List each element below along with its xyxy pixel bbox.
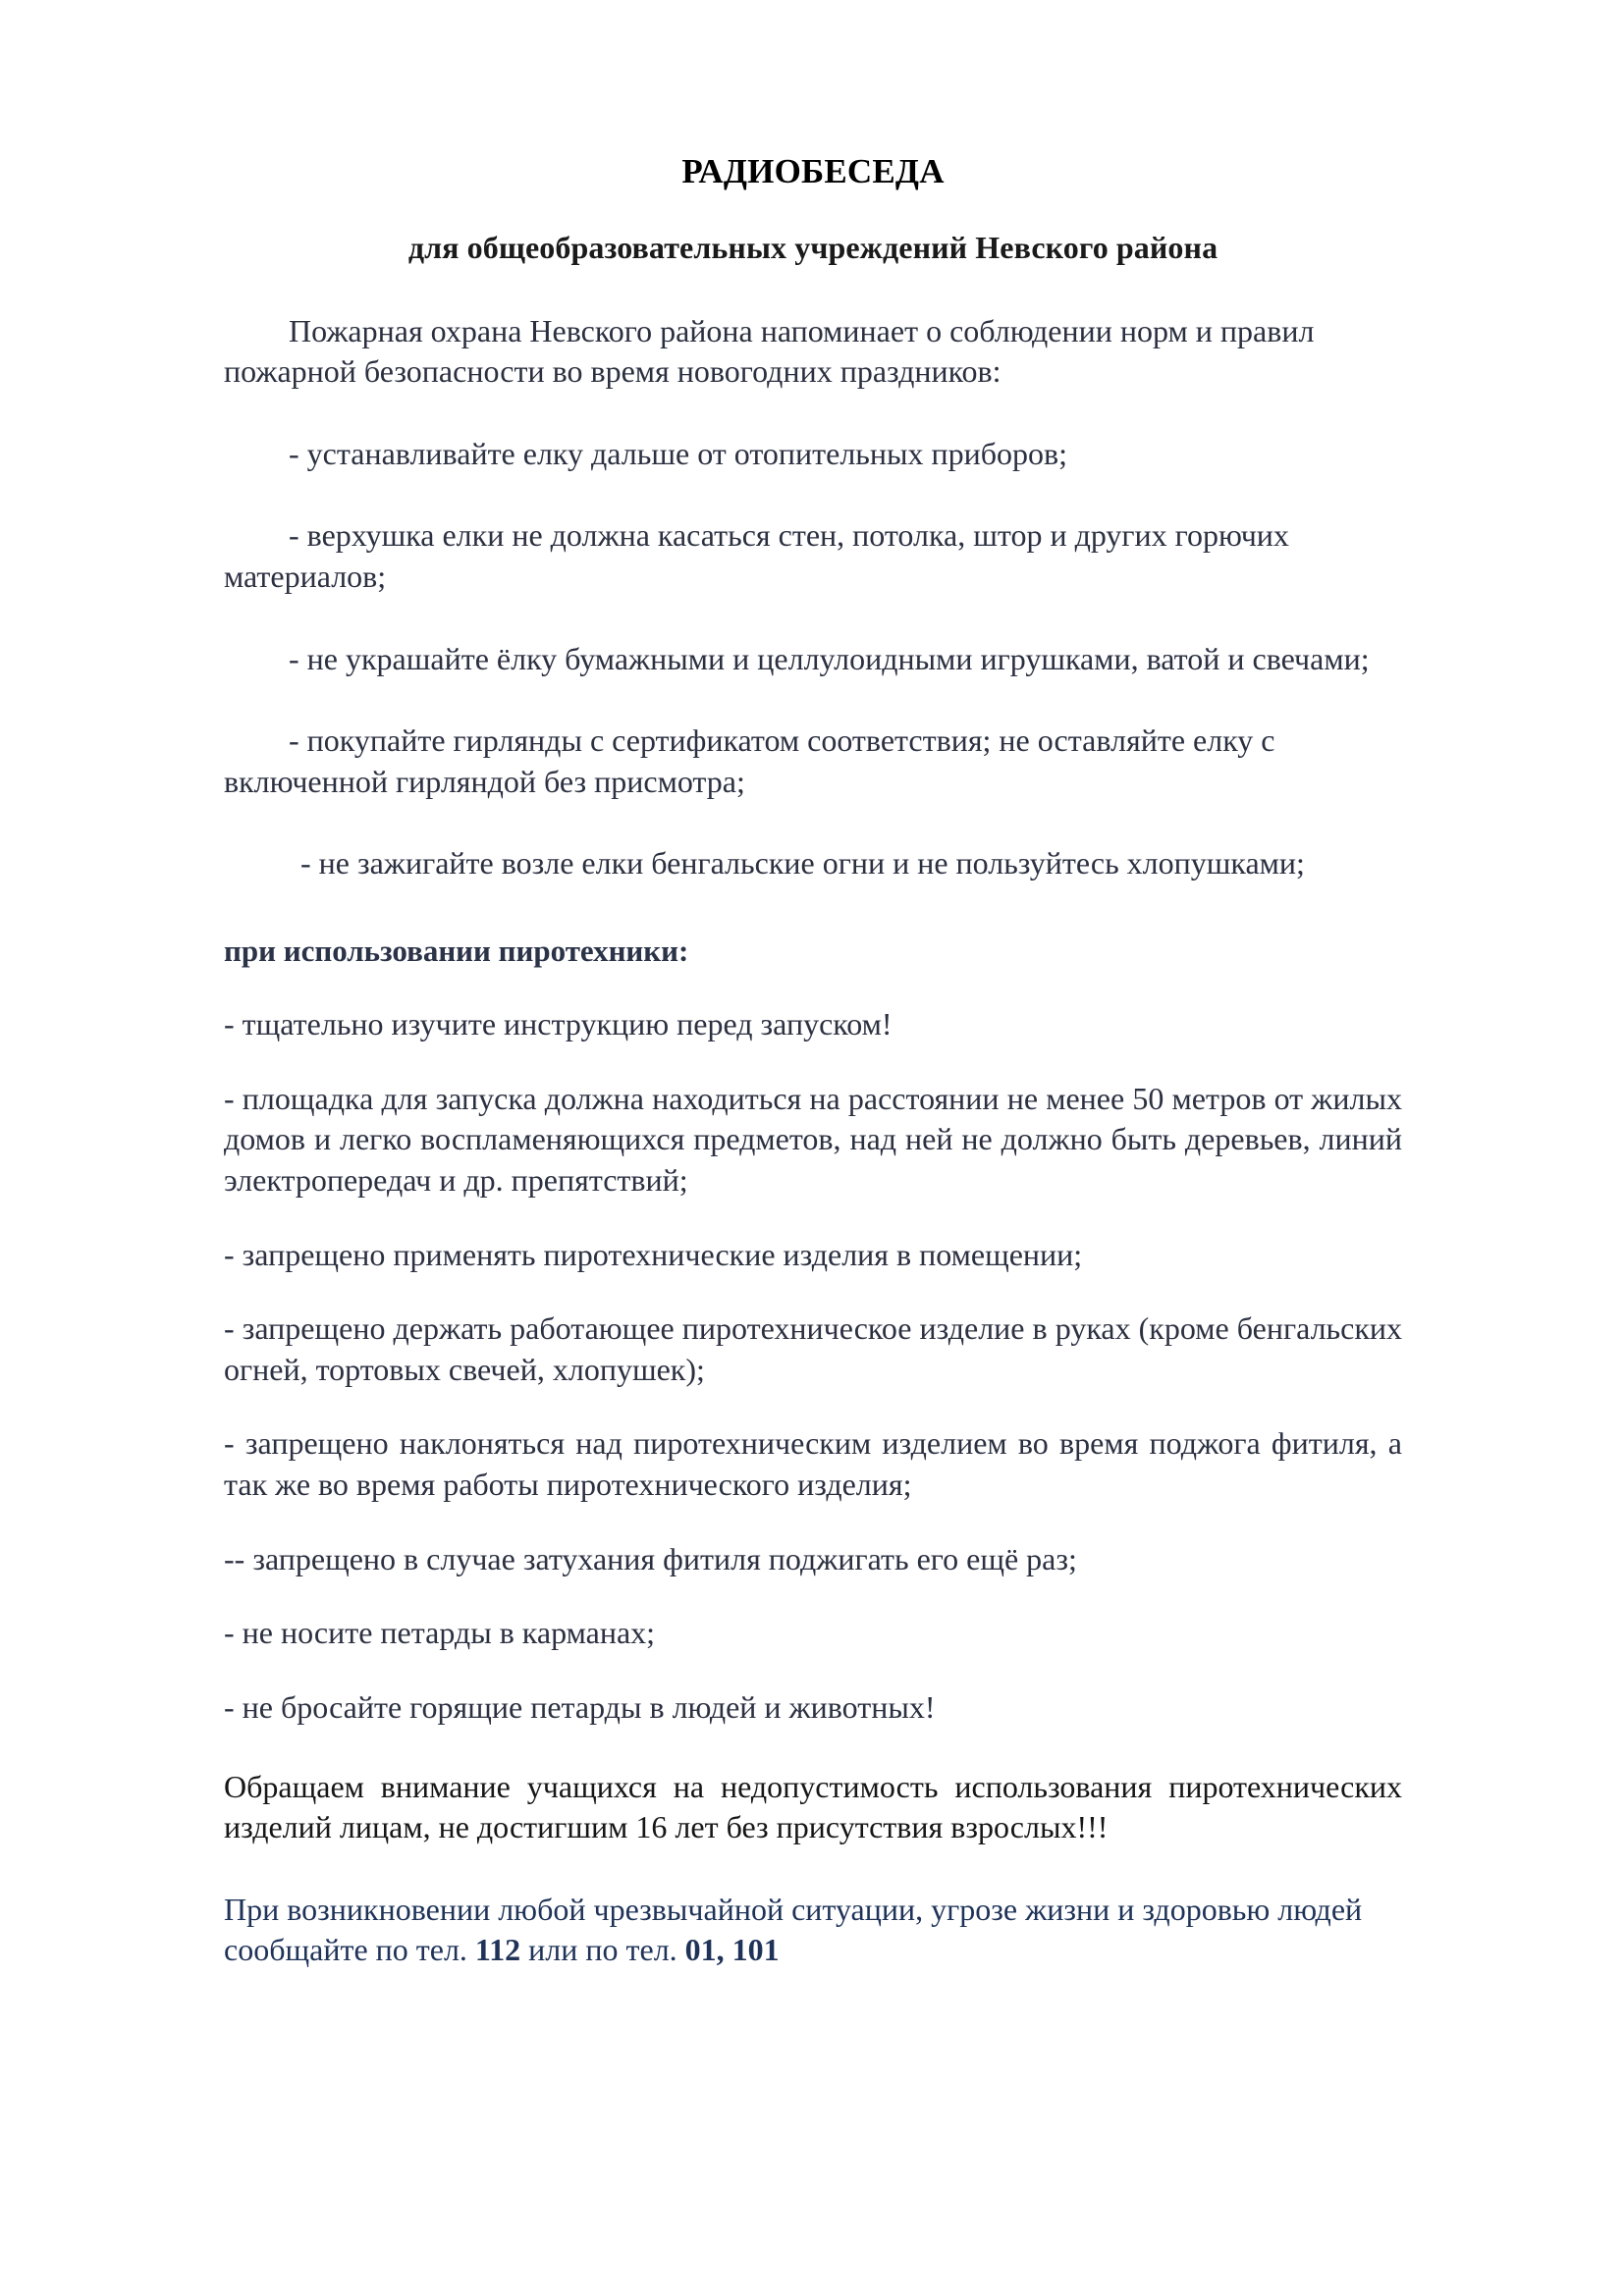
pyro-rule-item: - не бросайте горящие петарды в людей и животных! xyxy=(224,1688,936,1725)
emergency-phone-secondary: 01, 101 xyxy=(684,1931,780,1967)
pyro-rule-item: - запрещено применять пиротехнические изделия в помещении; xyxy=(224,1236,1083,1272)
emergency-phone-primary: 112 xyxy=(474,1931,521,1967)
pyro-rule-item: - тщательно изучите инструкцию перед запуском! xyxy=(224,1006,893,1042)
tree-rule-item: - покупайте гирлянды с сертификатом соответствия; не оставляйте елку с включенной гирляндой без присмотра; xyxy=(224,722,1275,799)
age-restriction-notice: Обращаем внимание учащихся на недопустимость использования пиротехнических изделий лицам, не достигшим 16 лет без присутствия взрослых!!! xyxy=(224,1769,1402,1844)
pyro-rule-item: -- запрещено в случае затухания фитиля поджигать его ещё раз; xyxy=(224,1540,1077,1576)
emergency-contact-paragraph xyxy=(224,1890,1402,1970)
tree-rule-item: - не зажигайте возле елки бенгальские огни и не пользуйтесь хлопушками; xyxy=(300,845,1305,881)
page-subtitle: для общеобразовательных учреждений Невского района xyxy=(407,230,1218,266)
tree-rule-item: - устанавливайте елку дальше от отопительных приборов; xyxy=(289,435,1068,471)
emergency-lead-text: При возникновении любой чрезвычайной ситуации, угрозе жизни и здоровью людей сообщайте по тел. xyxy=(224,1892,1363,1967)
tree-rule-item: - верхушка елки не должна касаться стен, потолка, штор и других горючих материалов; xyxy=(224,517,1289,595)
intro-paragraph: Пожарная охрана Невского района напоминает о соблюдении норм и правил пожарной безопасности во время новогодних праздников: xyxy=(224,312,1315,390)
pyro-rule-item: - площадка для запуска должна находиться на расстоянии не менее 50 метров от жилых домов и легко воспламеняющихся предметов, над ней не должно быть деревьев, линий электропередач и др. препятствий; xyxy=(224,1080,1402,1199)
document-body xyxy=(224,0,1402,1970)
emergency-middle-text: или по тел. xyxy=(520,1931,685,1967)
pyro-rule-item: - не носите петарды в карманах; xyxy=(224,1615,656,1651)
pyro-rule-item: - запрещено наклоняться над пиротехническим изделием во время поджога фитиля, а так же во время работы пиротехнического изделия; xyxy=(224,1425,1402,1503)
tree-rule-item: - не украшайте ёлку бумажными и целлулоидными игрушками, ватой и свечами; xyxy=(289,640,1370,676)
pyro-rule-item: - запрещено держать работающее пиротехническое изделие в руках (кроме бенгальских огней, тортовых свечей, хлопушек); xyxy=(224,1310,1402,1387)
pyrotechnics-section-heading: при использовании пиротехники: xyxy=(224,933,689,968)
page-title: РАДИОБЕСЕДА xyxy=(681,152,945,190)
